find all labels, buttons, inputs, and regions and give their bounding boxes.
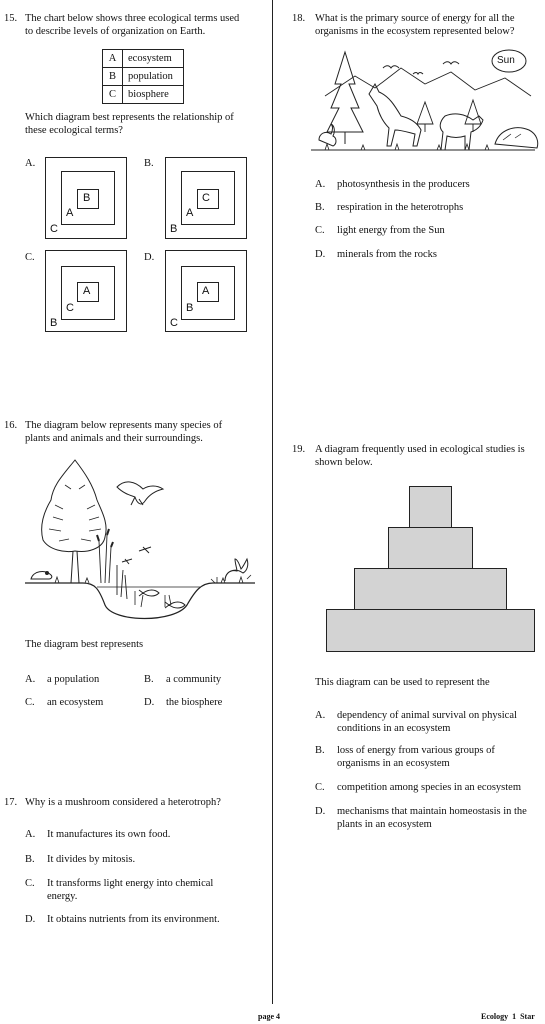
term-name: ecosystem (123, 50, 184, 68)
footer-right-text: Ecology 1 Star (481, 1012, 535, 1021)
table-row (103, 86, 184, 104)
option-label: C. (25, 878, 35, 889)
option-text: dependency of animal survival on physical (337, 710, 517, 721)
terms-table (102, 49, 184, 104)
answer-option-b[interactable] (25, 853, 265, 866)
option-text: a community (166, 674, 222, 685)
option-text-continued: conditions in an ecosystem (337, 723, 451, 734)
page-number: page 4 (258, 1012, 280, 1021)
answer-option-a[interactable] (315, 709, 540, 735)
dragonfly-icon (122, 547, 151, 564)
answer-option-c[interactable] (25, 696, 135, 709)
wolf-icon (440, 114, 483, 150)
option-text: It divides by mitosis. (47, 854, 136, 865)
animal-icon (31, 572, 52, 580)
question-stem-line: A diagram frequently used in ecological studies is (315, 444, 525, 455)
term-key: C (103, 86, 123, 104)
option-label: D. (315, 249, 326, 260)
answer-option-c[interactable] (315, 224, 535, 237)
inner-label: C (202, 192, 210, 204)
option-text: photosynthesis in the producers (337, 179, 470, 190)
bird-icon (117, 482, 163, 505)
option-label: C. (315, 225, 325, 236)
answer-option-d[interactable] (25, 913, 265, 926)
pyramid-level-2 (354, 568, 507, 610)
bird-icon (383, 62, 459, 74)
middle-label: C (66, 302, 74, 314)
pond-ecosystem-illustration (25, 455, 255, 625)
middle-label: A (66, 207, 74, 219)
question-stem: Why is a mushroom considered a heterotroph? (25, 797, 221, 808)
option-text: the biosphere (166, 697, 223, 708)
sun-label: Sun (497, 55, 515, 66)
answer-option-d[interactable] (315, 248, 535, 261)
inner-label: A (83, 285, 91, 297)
option-text-continued: energy. (47, 891, 78, 902)
option-text: light energy from the Sun (337, 225, 445, 236)
question-prompt-line: Which diagram best represents the relationship of (25, 112, 234, 123)
option-label: B. (315, 202, 325, 213)
question-number: 16. (4, 420, 18, 431)
question-stem-line: shown below. (315, 457, 373, 468)
question-stem-line: What is the primary source of energy for all the (315, 13, 515, 24)
option-label: B. (144, 674, 154, 685)
option-label: A. (315, 710, 326, 721)
pyramid-level-1 (326, 609, 535, 652)
question-number: 15. (4, 13, 18, 24)
option-text: It manufactures its own food. (47, 829, 171, 840)
option-text: It transforms light energy into chemical (47, 878, 214, 889)
question-prompt: This diagram can be used to represent the (315, 677, 490, 688)
question-number: 19. (292, 444, 306, 455)
term-key: A (103, 50, 123, 68)
table-row (103, 50, 184, 68)
column-divider (272, 0, 273, 1004)
question-number: 17. (4, 797, 18, 808)
middle-label: A (186, 207, 194, 219)
outer-label: B (170, 223, 178, 235)
option-label: D. (25, 914, 36, 925)
option-text: minerals from the rocks (337, 249, 438, 260)
choice-label[interactable]: B. (144, 158, 154, 169)
answer-option-b[interactable] (315, 744, 540, 770)
answer-option-b[interactable] (315, 201, 535, 214)
pyramid-level-4 (409, 486, 452, 528)
inner-label: B (83, 192, 91, 204)
question-prompt-line: these ecological terms? (25, 125, 123, 136)
option-text-continued: plants in an ecosystem (337, 819, 432, 830)
table-row (103, 68, 184, 86)
choice-label[interactable]: A. (25, 158, 36, 169)
option-text: competition among species in an ecosystem (337, 782, 521, 793)
outer-label: C (170, 317, 178, 329)
question-stem-line: plants and animals and their surroundings. (25, 433, 203, 444)
fish-icon (139, 590, 185, 608)
option-text: a population (47, 674, 100, 685)
option-text: It obtains nutrients from its environment. (47, 914, 220, 925)
option-label: A. (25, 829, 36, 840)
option-label: A. (315, 179, 326, 190)
option-label: C. (315, 782, 325, 793)
middle-label: B (186, 302, 194, 314)
answer-option-a[interactable] (25, 828, 265, 841)
question-stem-line: to describe levels of organization on Earth. (25, 26, 206, 37)
answer-option-c[interactable] (315, 781, 540, 794)
question-stem-line: The diagram below represents many species of (25, 420, 223, 431)
option-label: A. (25, 674, 36, 685)
answer-option-b[interactable] (144, 673, 264, 686)
rabbit-icon (319, 124, 336, 146)
rabbit-icon (225, 559, 248, 581)
answer-option-d[interactable] (315, 805, 540, 831)
option-text: an ecosystem (47, 697, 104, 708)
answer-option-a[interactable] (25, 673, 135, 686)
answer-option-d[interactable] (144, 696, 264, 709)
answer-option-c[interactable] (25, 877, 265, 903)
option-text-continued: organisms in an ecosystem (337, 758, 450, 769)
answer-option-a[interactable] (315, 178, 535, 191)
outer-label: B (50, 317, 58, 329)
option-label: D. (144, 697, 155, 708)
pyramid-level-3 (388, 527, 473, 569)
term-name: biosphere (123, 86, 184, 104)
wolf-icon (369, 84, 421, 146)
choice-label[interactable]: D. (144, 252, 155, 263)
option-text: respiration in the heterotrophs (337, 202, 464, 213)
question-stem-line: organisms in the ecosystem represented below? (315, 26, 515, 37)
outer-label: C (50, 223, 58, 235)
inner-label: A (202, 285, 210, 297)
tree-icon (42, 460, 106, 583)
question-number: 18. (292, 13, 306, 24)
option-label: C. (25, 697, 35, 708)
option-label: B. (315, 745, 325, 756)
option-label: B. (25, 854, 35, 865)
question-stem-line: The chart below shows three ecological terms used (25, 13, 240, 24)
option-text: loss of energy from various groups of (337, 745, 495, 756)
choice-label[interactable]: C. (25, 252, 35, 263)
option-text: mechanisms that maintain homeostasis in the (337, 806, 527, 817)
question-prompt: The diagram best represents (25, 639, 144, 650)
term-name: population (123, 68, 184, 86)
term-key: B (103, 68, 123, 86)
option-label: D. (315, 806, 326, 817)
